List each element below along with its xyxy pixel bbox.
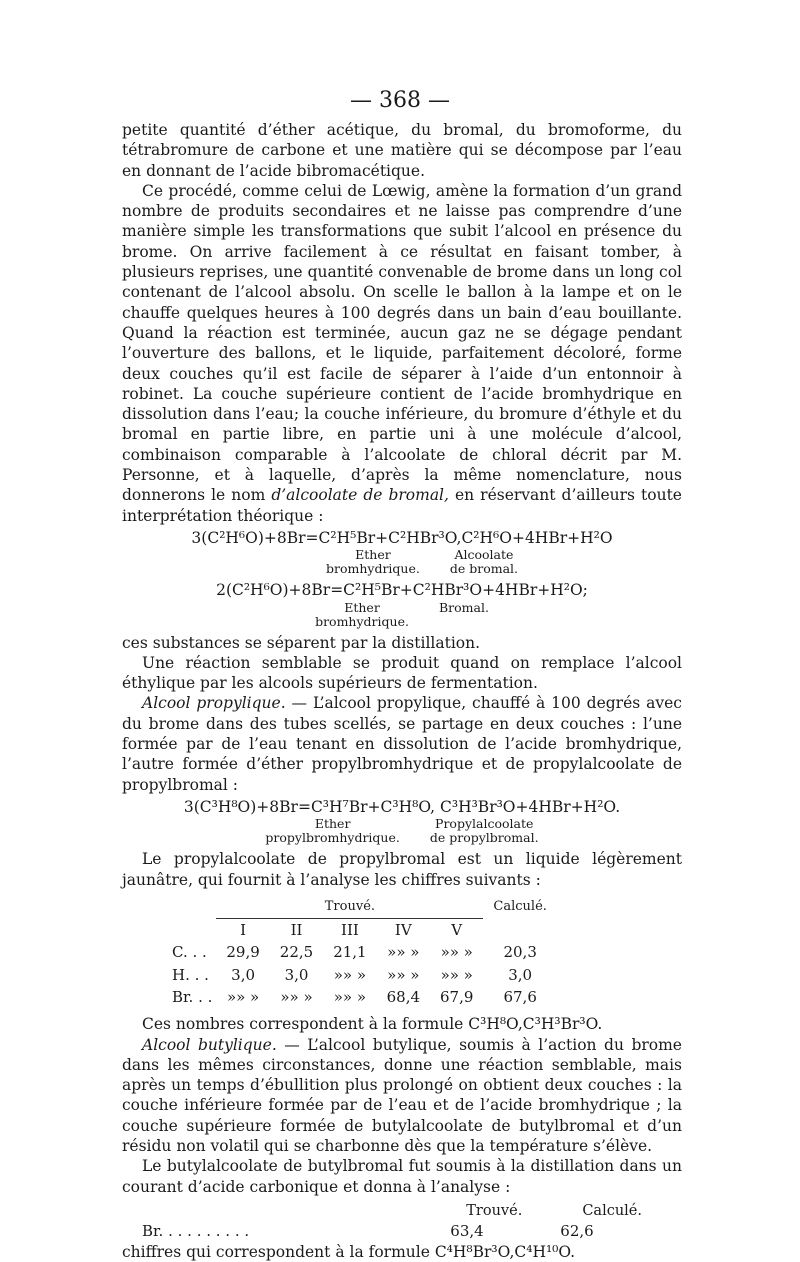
page-number: — 368 — <box>350 88 450 113</box>
table-row: Br. . . »» » »» » »» » 68,4 67,9 67,6 <box>172 987 537 1006</box>
table-row: H. . . 3,0 3,0 »» » »» » »» » 3,0 <box>172 965 533 984</box>
paragraph: Alcool propylique. — L’alcool propylique, chauffé à 100 degrés avec du brome dans des tubes scellés, se partage en deux couches : l’une formée par de l’eau tenant en dissolution de l’acide bromhydrique, l’autre formée d’éther propylbromhydrique et de propylalcoolate de propylbromal : <box>122 694 682 794</box>
equation-labels: Ether propylbromhydrique. Propylalcoolate de propylbromal. <box>265 816 539 846</box>
paragraph: petite quantité d’éther acétique, du bromal, du bromoforme, du tétrabromure de carbone et une matière qui se décompose par l’eau en donnant de l’acide bibromacétique. <box>122 121 682 180</box>
table-row: C. . . 29,9 22,5 21,1 »» » »» » 20,3 <box>172 943 537 962</box>
paragraph: Le butylalcoolate de butylbromal fut soumis à la distillation dans un courant d’acide carbonique et donna à l’analyse : <box>122 1157 682 1196</box>
analysis-table-2: Trouvé. Calculé. Br. . . . . . . . . . 63,4 62,6 <box>142 1202 642 1241</box>
equation-labels: Ether bromhydrique. Alcoolate de bromal. <box>325 547 519 577</box>
equation: 2(C²H⁶O)+8Br=C²H⁵Br+C²HBr³O+4HBr+H²O; <box>216 581 588 600</box>
table-row-label: Br. . . . . . . . . . <box>142 1222 250 1241</box>
paragraph: chiffres qui correspondent à la formule C⁴H⁸Br³O,C⁴H¹⁰O. <box>122 1242 576 1261</box>
equation: 3(C²H⁶O)+8Br=C²H⁵Br+C²HBr³O,C²H⁶O+4HBr+H²O <box>191 528 613 547</box>
trouve-header: Trouvé. <box>324 898 376 914</box>
equation-labels: Ether bromhydrique. Bromal. <box>315 599 489 629</box>
paragraph: Le propylalcoolate de propylbromal est un liquide légèrement jaunâtre, qui fournit à l’analyse les chiffres suivants : <box>122 850 682 889</box>
body-text <box>122 120 682 1262</box>
paragraph: Ces nombres correspondent à la formule C³H⁸O,C³H³Br³O. <box>142 1015 603 1034</box>
calcule-header: Calculé. <box>493 899 547 915</box>
paragraph: Alcool butylique. — L’alcool butylique, soumis à l’action du brome dans les mêmes circonstances, donne une réaction semblable, mais après un temps d’ébullition plus prolongé on obtient deux couches : la couche inférieure formée par de l’eau et de l’acide bromhydrique ; la couche supérieure formée de butylalcoolate de butylbromal et d’un résidu non volatil qui se charbonne dès que la température s’élève. <box>122 1035 682 1156</box>
equation: 3(C³H⁸O)+8Br=C³H⁷Br+C³H⁸O, C³H³Br³O+4HBr+H²O. <box>183 797 621 816</box>
paragraph: Une réaction semblable se produit quand on remplace l’alcool éthylique par les alcools supérieurs de fermentation. <box>122 653 682 693</box>
paragraph: Ce procédé, comme celui de Lœwig, amène la formation d’un grand nombre de produits secondaires et ne laisse pas comprendre d’une manière simple les transformations que subit l’alcool en présence du brome. On arrive facilement à ce résultat en faisant tomber, à plusieurs reprises, une quantité convenable de brome dans un long col contenant de l’alcool absolu. On scelle le ballon à la lampe et on le chauffe quelques heures à 100 degrés dans un bain d’eau bouillante. Quand la réaction est terminée, aucun gaz ne se dégage pendant l’ouverture des ballons, et le liquide, parfaitement décoloré, forme deux couches qu’il est facile de séparer à l’aide d’un entonnoir à robinet. La couche supérieure contient de l’acide bromhydrique en dissolution dans l’eau; la couche inférieure, du bromure d’éthyle et du bromal en partie libre, en partie uni à une molécule d’alcool, combinaison comparable à l’alcoolate de chloral décrit par M. Personne, et à laquelle, d’après la même nomenclature, nous donnerons le nom d’alcoolate de bromal, en réservant d’ailleurs toute interprétation théorique : <box>122 181 682 525</box>
analysis-table: Trouvé. Calculé. I II III IV V C. . . 29,9 22,5 21,1 »» » »» » 20,3 H. . . 3,0 3,0 »» » »» » »» » 3,0 Br. . . »» » »» » »» » 68,4 67,9 67,6 <box>162 896 557 1008</box>
paragraph: ces substances se séparent par la distillation. <box>122 633 481 652</box>
